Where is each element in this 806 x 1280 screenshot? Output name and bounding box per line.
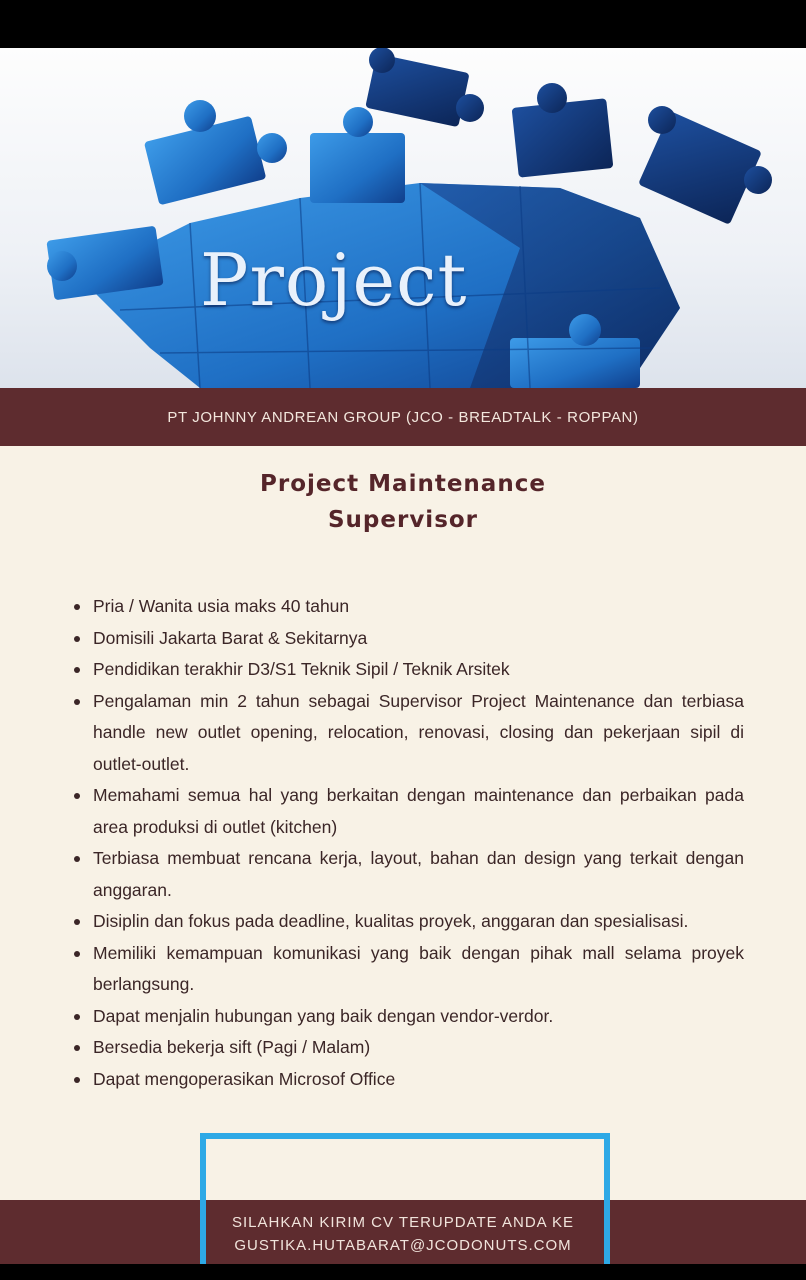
requirement-item: Terbiasa membuat rencana kerja, layout, bahan dan design yang terkait dengan anggaran. bbox=[70, 843, 744, 906]
requirement-item: Domisili Jakarta Barat & Sekitarnya bbox=[70, 623, 744, 655]
requirements-list bbox=[70, 591, 744, 1095]
hero-title: Project bbox=[200, 238, 468, 322]
requirement-item: Bersedia bekerja sift (Pagi / Malam) bbox=[70, 1032, 744, 1064]
company-banner bbox=[0, 388, 806, 446]
puzzle-piece bbox=[638, 106, 772, 225]
puzzle-piece bbox=[144, 100, 287, 205]
cv-submission-text bbox=[0, 1211, 806, 1257]
job-title-line-2: Supervisor bbox=[327, 507, 479, 533]
puzzle-piece bbox=[365, 48, 484, 127]
requirement-item: Dapat mengoperasikan Microsof Office bbox=[70, 1064, 744, 1096]
requirement-item: Memiliki kemampuan komunikasi yang baik dengan pihak mall selama proyek berlangsung. bbox=[70, 938, 744, 1001]
hero-image bbox=[0, 48, 806, 388]
requirement-item: Pria / Wanita usia maks 40 tahun bbox=[70, 591, 744, 623]
puzzle-piece bbox=[512, 83, 614, 178]
job-title-line-1: Project Maintenance bbox=[260, 471, 546, 497]
company-name: PT JOHNNY ANDREAN GROUP (JCO - BREADTALK - ROPPAN) bbox=[167, 408, 639, 426]
cta-line-1: SILAHKAN KIRIM CV TERUPDATE ANDA KE bbox=[231, 1214, 575, 1231]
requirement-item: Pengalaman min 2 tahun sebagai Supervisor Project Maintenance dan terbiasa handle new outlet opening, relocation, renovasi, closing dan pekerjaan sipil di outlet-outlet. bbox=[70, 686, 744, 781]
requirement-item: Pendidikan terakhir D3/S1 Teknik Sipil / Teknik Arsitek bbox=[70, 654, 744, 686]
requirement-item: Dapat menjalin hubungan yang baik dengan vendor-verdor. bbox=[70, 1001, 744, 1033]
puzzle-piece bbox=[310, 107, 405, 203]
requirement-item: Disiplin dan fokus pada deadline, kualitas proyek, anggaran dan spesialisasi. bbox=[70, 906, 744, 938]
job-poster bbox=[0, 48, 806, 1264]
puzzle-illustration bbox=[0, 48, 806, 388]
requirement-item: Memahami semua hal yang berkaitan dengan maintenance dan perbaikan pada area produksi di outlet (kitchen) bbox=[70, 780, 744, 843]
job-title bbox=[0, 466, 806, 538]
contact-email[interactable]: GUSTIKA.HUTABARAT@JCODONUTS.COM bbox=[234, 1237, 572, 1254]
